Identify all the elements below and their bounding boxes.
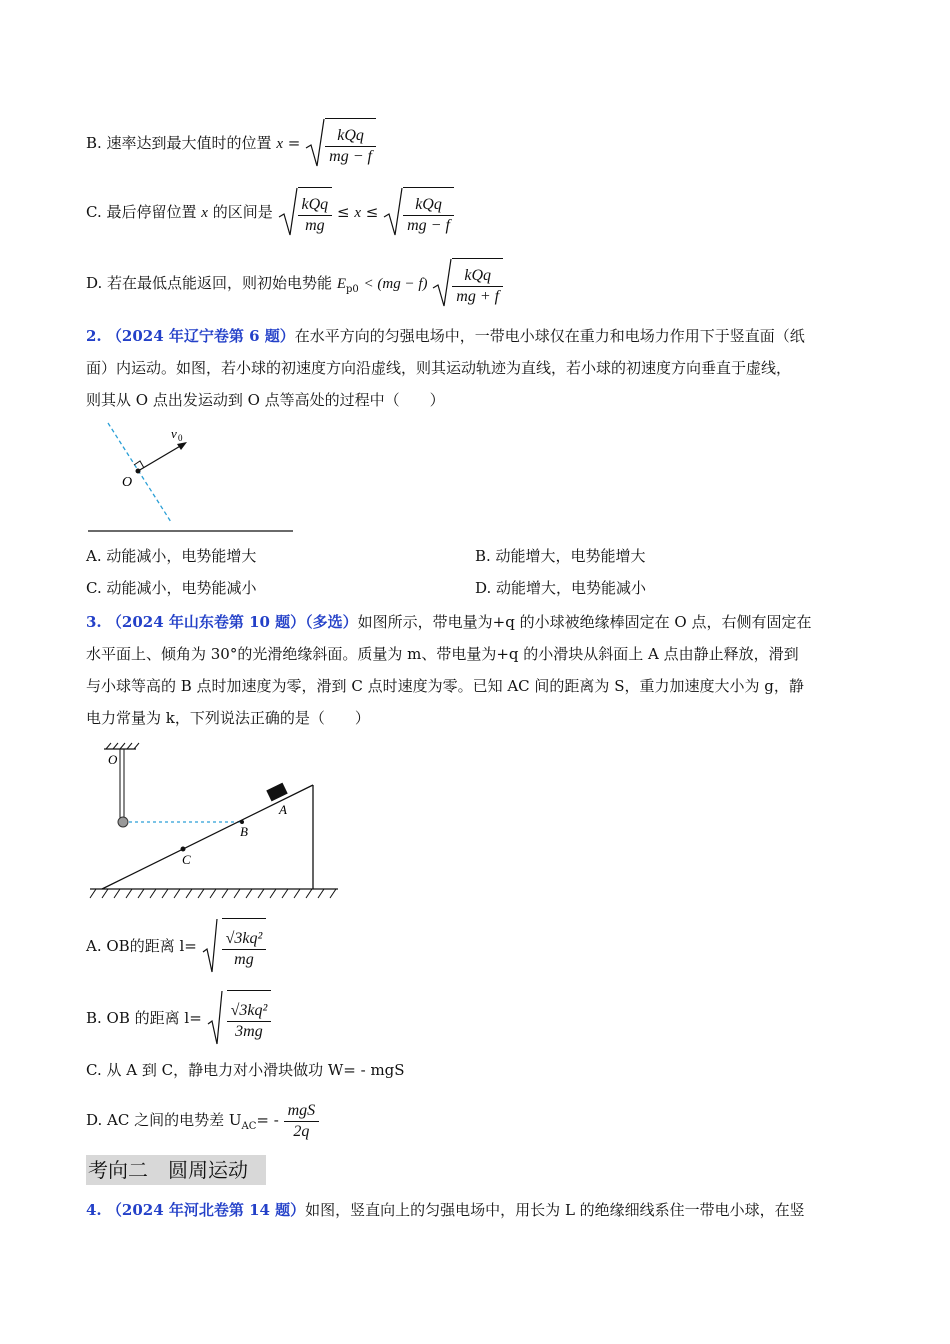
radical-sign xyxy=(305,118,325,168)
q4-line1 xyxy=(86,1200,805,1220)
label-v0-sub: 0 xyxy=(178,433,183,443)
frac-den: mg − f xyxy=(329,147,372,165)
radical-sign xyxy=(207,990,227,1046)
q2-header: 2. （2024 年辽宁卷第 6 题） xyxy=(86,327,295,345)
q3-line4: 电力常量为 k，下列说法正确的是（ ） xyxy=(86,709,370,727)
inequality: < (mg − f) xyxy=(363,276,428,292)
point-o xyxy=(136,469,141,474)
q4-header: 4. （2024 年河北卷第 14 题） xyxy=(86,1201,306,1219)
fraction xyxy=(284,1101,320,1142)
q4-line1-text: 如图，竖直向上的匀强电场中，用长为 L 的绝缘细线系住一带电小球，在竖 xyxy=(305,1201,805,1219)
q2-option-c: C. 动能减小，电势能减小 xyxy=(86,579,257,597)
q2-option-a: A. 动能减小，电势能增大 xyxy=(86,547,257,565)
arrowhead xyxy=(177,442,187,450)
radical-sign xyxy=(278,187,298,237)
label-a: A xyxy=(279,802,287,817)
frac-den: 2q xyxy=(293,1122,310,1140)
var-x: x xyxy=(201,205,208,221)
frac-den: mg − f xyxy=(407,216,450,234)
label-v0: v xyxy=(171,426,177,441)
frac-den: mg + f xyxy=(456,287,500,305)
var-x: x xyxy=(276,136,284,152)
radical-sign xyxy=(383,187,403,237)
insulating-rod xyxy=(120,749,124,818)
sqrt-expr xyxy=(202,918,267,976)
q2-line1 xyxy=(86,326,805,346)
ep0-subscript: p0 xyxy=(345,284,359,295)
q3-figure xyxy=(86,738,346,908)
q1-option-d-text: D. 若在最低点能返回，则初始电势能 xyxy=(86,274,333,292)
q1-option-c-text2: 的区间是 xyxy=(212,203,273,221)
uac-subscript: AC xyxy=(241,1121,257,1132)
q1-option-b xyxy=(86,118,376,168)
label-o: O xyxy=(122,475,133,490)
section-heading: 考向二 圆周运动 xyxy=(86,1155,266,1185)
frac-num: √3kq² xyxy=(227,1001,272,1022)
frac-num: kQq xyxy=(452,266,503,287)
q2-option-b: B. 动能增大，电势能增大 xyxy=(475,547,646,565)
label-c: C xyxy=(182,852,191,867)
q1-option-b-text: B. 速率达到最大值时的位置 xyxy=(86,134,272,152)
q2-line3: 则其从 O 点出发运动到 O 点等高处的过程中（ ） xyxy=(86,391,445,409)
q3-line1-text: 如图所示，带电量为+q 的小球被绝缘棒固定在 O 点，右侧有固定在 xyxy=(357,613,812,631)
frac-den: mg xyxy=(234,950,254,968)
eq-sign: = xyxy=(287,134,301,152)
q2-line1-text: 在水平方向的匀强电场中，一带电小球仅在重力和电场力作用下于竖直面（纸 xyxy=(294,327,805,345)
q3-option-b-text: B. OB 的距离 l= xyxy=(86,1009,202,1027)
ep0-symbol: E xyxy=(336,276,346,292)
frac-den: mg xyxy=(305,216,325,234)
eq-sign: = - xyxy=(256,1111,279,1129)
frac-num: mgS xyxy=(284,1101,320,1122)
ground-hatch xyxy=(90,889,336,898)
incline xyxy=(102,785,313,889)
q3-option-c: C. 从 A 到 C，静电力对小滑块做功 W= - mgS xyxy=(86,1061,405,1079)
q3-header: 3. （2024 年山东卷第 10 题）（多选） xyxy=(86,613,358,631)
sqrt-expr xyxy=(207,990,272,1048)
frac-num: √3kq² xyxy=(222,929,267,950)
sqrt-expr xyxy=(278,187,333,239)
frac-den: 3mg xyxy=(235,1022,263,1040)
var-x: x xyxy=(354,205,361,221)
q2-line2: 面）内运动。如图，若小球的初速度方向沿虚线，则其运动轨迹为直线，若小球的初速度方向垂直于虚线， xyxy=(86,359,792,377)
q2-option-d: D. 动能增大，电势能减小 xyxy=(475,579,647,597)
radical-sign xyxy=(432,258,452,308)
q3-option-a-text: A. OB的距离 l= xyxy=(86,937,197,955)
label-o: O xyxy=(108,752,118,767)
point-c xyxy=(181,847,186,852)
frac-num: kQq xyxy=(325,126,376,147)
leq-sign: ≤ xyxy=(365,203,379,221)
radical-sign xyxy=(202,918,222,974)
q1-option-c-text: C. 最后停留位置 xyxy=(86,203,197,221)
q3-line1 xyxy=(86,612,811,632)
sqrt-expr xyxy=(432,258,503,310)
q1-option-c xyxy=(86,187,454,237)
q3-line3: 与小球等高的 B 点时加速度为零，滑到 C 点时速度为零。已知 AC 间的距离为 S，重力加速度大小为 g，静 xyxy=(86,677,804,695)
q3-line2: 水平面上、倾角为 30°的光滑绝缘斜面。质量为 m、带电量为+q 的小滑块从斜面上 A 点由静止释放，滑到 xyxy=(86,645,799,663)
frac-num: kQq xyxy=(403,195,454,216)
q2-figure xyxy=(86,418,306,538)
q3-option-b xyxy=(86,990,271,1046)
frac-num: kQq xyxy=(298,195,333,216)
q3-option-d-text: D. AC 之间的电势差 U xyxy=(86,1111,242,1129)
q1-option-d xyxy=(86,258,503,308)
leq-sign: ≤ xyxy=(336,203,350,221)
label-b: B xyxy=(240,824,248,839)
charged-ball xyxy=(118,817,128,827)
ceiling-hatch xyxy=(106,743,139,749)
q3-option-a xyxy=(86,918,266,974)
sqrt-expr xyxy=(305,118,376,170)
q3-option-d xyxy=(86,1096,319,1144)
sqrt-expr xyxy=(383,187,454,239)
velocity-arrow xyxy=(138,445,182,471)
